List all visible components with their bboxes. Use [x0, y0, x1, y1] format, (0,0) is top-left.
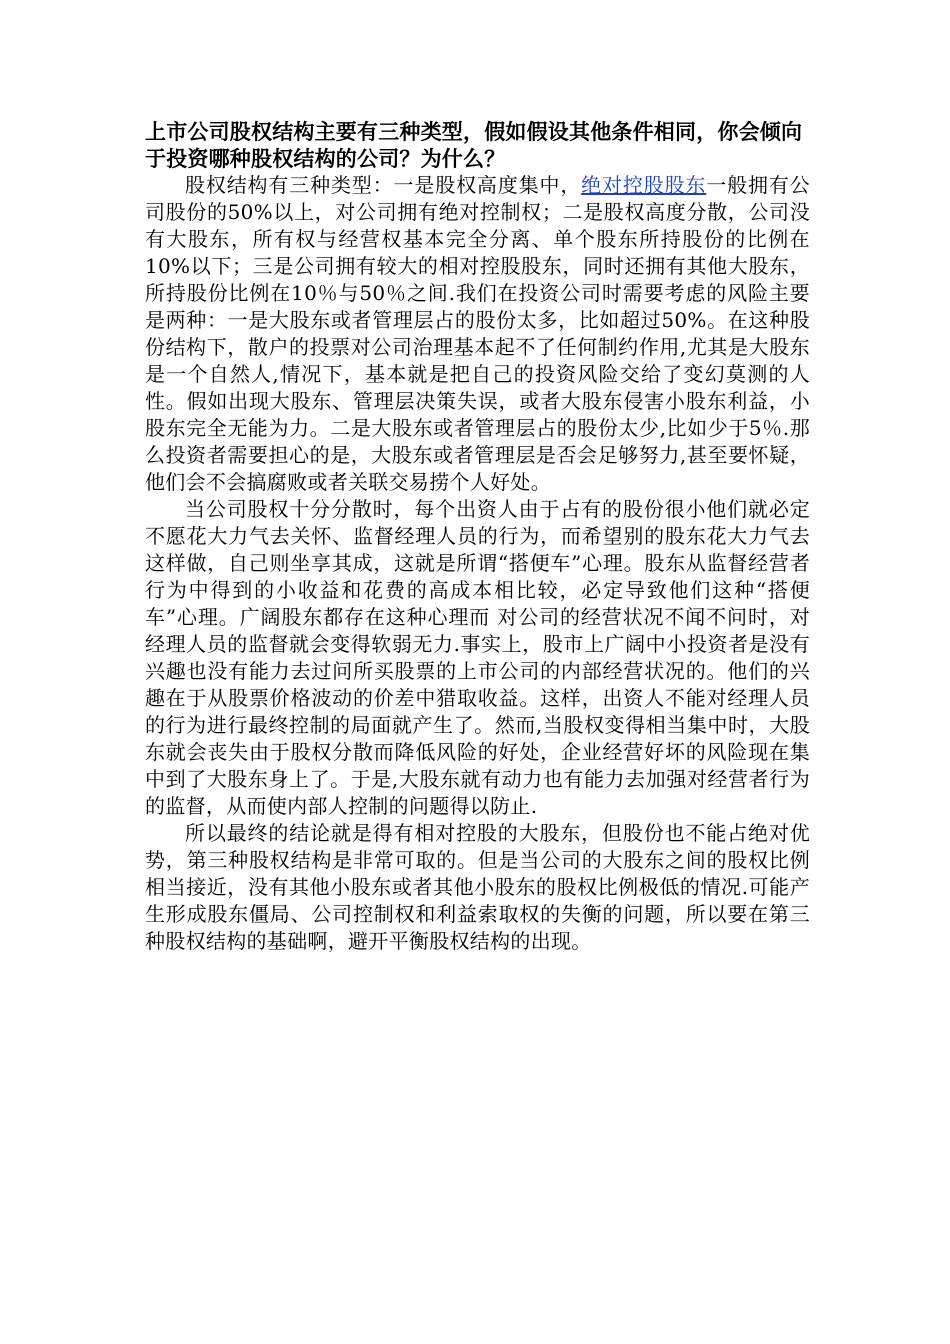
paragraph-2: 当公司股权十分分散时，每个出资人由于占有的股份很小他们就必定不愿花大力气去关怀、监督经理人员的行为，而希望别的股东花大力气去这样做，自己则坐享其成，这就是所谓“搭便车”心理。股东从监督经营者行为中得到的小收益和花费的高成本相比较，必定导致他们这种“搭便车”心理。广阔股东都存在这种心理而 对公司的经营状况不闻不问时，对经理人员的监督就会变得软弱无力.事实上，股市上广阔中小投资者是没有兴趣也没有能力去过问所买股票的上市公司的内部经营状况的。他们的兴趣在于从股票价格波动的价差中猎取收益。这样，出资人不能对经理人员的行为进行最终控制的局面就产生了。然而,当股权变得相当集中时，大股东就会丧失由于股权分散而降低风险的好处，企业经营好坏的风险现在集中到了大股东身上了。于是,大股东就有动力也有能力去加强对经营者行为的监督，从而使内部人控制的问题得以防止. [145, 497, 810, 818]
document-title: 上市公司股权结构主要有三种类型，假如假设其他条件相同，你会倾向于投资哪种股权结构的公司？为什么？ [145, 119, 803, 171]
absolute-controlling-shareholder-link[interactable]: 绝对控股股东 [581, 173, 707, 197]
paragraph-1-body: 一般拥有公司股份的50%以上，对公司拥有绝对控制权；二是股权高度分散，公司没有大股东，所有权与经营权基本完全分离、单个股东所持股份的比例在10%以下；三是公司拥有较大的相对控股股东，同时还拥有其他大股东，所持股份比例在10％与50％之间.我们在投资公司时需要考虑的风险主要是两种：一是大股东或者管理层占的股份太多，比如超过50%。在这种股份结构下，散户的投票对公司治理基本起不了任何制约作用,尤其是大股东是一个自然人,情况下，基本就是把自己的投资风险交给了变幻莫测的人性。假如出现大股东、管理层决策失误，或者大股东侵害小股东利益，小股东完全无能为力。二是大股东或者管理层占的股份太少,比如少于5％.那么投资者需要担心的是，大股东或者管理层是否会足够努力,甚至要怀疑，他们会不会搞腐败或者关联交易捞个人好处。 [145, 173, 810, 494]
paragraph-3: 所以最终的结论就是得有相对控股的大股东，但股份也不能占绝对优势，第三种股权结构是非常可取的。但是当公司的大股东之间的股权比例相当接近，没有其他小股东或者其他小股东的股权比例极低的情况.可能产生形成股东僵局、公司控制权和利益索取权的失衡的问题，所以要在第三种股权结构的基础啊，避开平衡股权结构的出现。 [145, 821, 810, 953]
document-page [145, 118, 810, 955]
paragraph-1-intro: 股权结构有三种类型：一是股权高度集中， [185, 173, 582, 197]
paragraph-1 [145, 172, 810, 496]
